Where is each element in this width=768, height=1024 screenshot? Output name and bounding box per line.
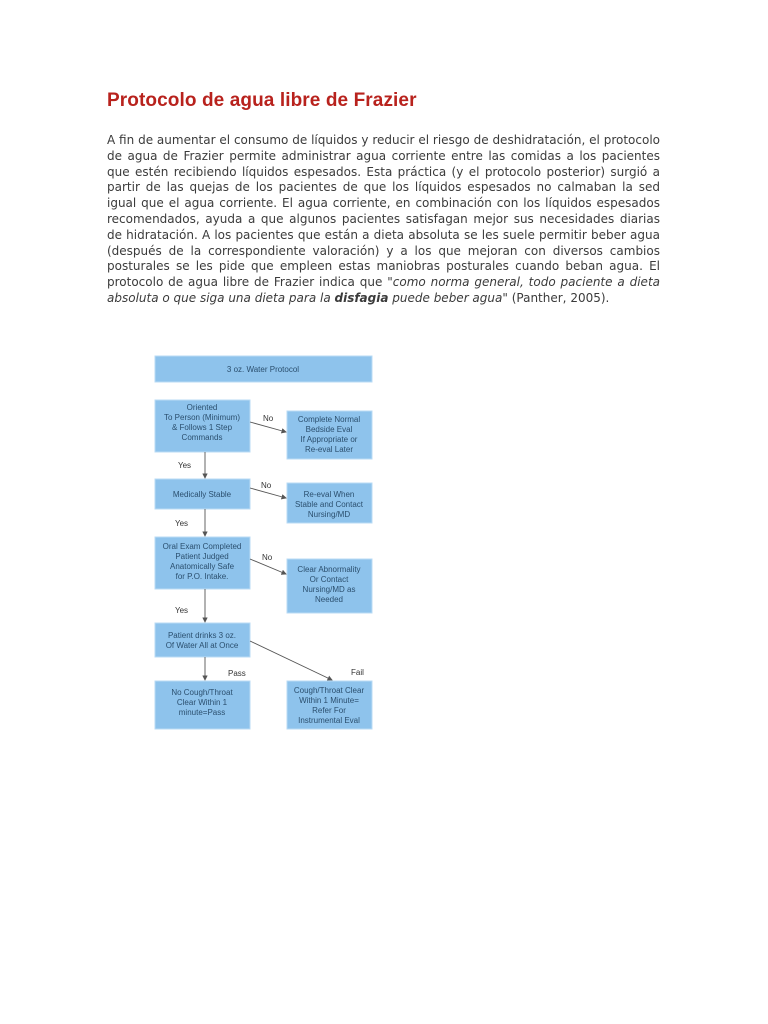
outcome-box-1 (287, 411, 372, 459)
quote-bold-term: disfagia (334, 290, 389, 305)
step-4-line-2: Of Water All at Once (165, 641, 239, 650)
svg-text:Medically Stable (173, 490, 232, 499)
citation: (Panther, 2005). (507, 290, 610, 305)
fail-line-3: Refer For (312, 706, 346, 715)
pass-line-3: minute=Pass (178, 708, 226, 717)
pass-line-1: No Cough/Throat (171, 688, 233, 697)
step-1-line-1: Oriented (186, 403, 218, 412)
flowchart-figure (150, 348, 380, 738)
quote-text-1: como norma general, todo paciente a dieta absoluta o que siga una dieta para la (107, 275, 661, 305)
label-pass: Pass (228, 669, 246, 678)
step-3-line-1: Oral Exam Completed (162, 542, 242, 551)
svg-text:No Cough/ThroatClear Within 1m (171, 688, 233, 717)
step-1-line-3: & Follows 1 Step (171, 423, 233, 432)
quote-open: " (387, 275, 393, 290)
step-4-line-1: Patient drinks 3 oz. (167, 631, 237, 640)
pass-box (155, 681, 250, 729)
outcome-3-line-2: Or Contact (309, 575, 349, 584)
step-2-line-1: Medically Stable (172, 490, 232, 499)
label-no-1: No (263, 414, 274, 423)
outcome-1-line-2: Bedside Eval (305, 425, 353, 434)
label-yes-2: Yes (175, 519, 189, 528)
outcome-1-line-4: Re-eval Later (304, 445, 354, 454)
arrow-step1-outcome1 (250, 422, 286, 432)
step-box-1 (155, 400, 250, 452)
page-title: Protocolo de agua libre de Frazier (107, 90, 417, 111)
step-1-line-2: To Person (Minimum) (163, 413, 241, 422)
outcome-box-2 (287, 483, 372, 523)
outcome-2-line-2: Stable and Contact (294, 500, 364, 509)
outcome-2-line-3: Nursing/MD (307, 510, 351, 519)
body-paragraph (107, 133, 660, 307)
label-no-2: No (261, 481, 272, 490)
arrow-step4-fail (250, 641, 332, 680)
paragraph-intro: A fin de aumentar el consumo de líquidos y reducir el riesgo de deshidratación, el protocolo de agua de Frazier permite administrar agua corriente entre las comidas a los pacientes que estén recibiendo líquidos espesados. Esta práctica (y el protocolo posterior) surgió a partir de las quejas de los pacientes de que los líquidos espesados no calmaban la sed igual que el agua corriente. El agua corriente, en combinación con los líquidos espesados recomendados, ayuda a que algunos pacientes satisfagan mejor sus necesidades diarias de hidratación. A los pacientes que están a dieta absoluta se les suele permitir beber agua (después de la correspondiente valoración) y a los que mejoran con diversos cambios posturales se les pide que empleen estas maniobras posturales cuando beban agua. El protocolo de agua libre de Frazier indica que (107, 133, 660, 290)
pass-line-2: Clear Within 1 (176, 698, 228, 707)
outcome-1-line-3: If Appropriate or (300, 435, 358, 444)
quote-close: " (502, 290, 508, 305)
step-box-4 (155, 623, 250, 657)
step-3-line-4: for P.O. Intake. (175, 572, 229, 581)
step-box-2 (155, 479, 250, 509)
step-3-line-3: Anatomically Safe (169, 562, 235, 571)
outcome-1-line-1: Complete Normal (297, 415, 361, 424)
step-3-line-2: Patient Judged (175, 552, 229, 561)
fail-box (287, 681, 372, 729)
step-1-line-4: Commands (181, 433, 223, 442)
svg-text:Complete NormalBedside EvalIf (298, 415, 360, 454)
outcome-2-line-1: Re-eval When (303, 490, 355, 499)
fail-line-4: Instrumental Eval (298, 716, 360, 725)
svg-text:Patient drinks 3 oz.Of Water A (166, 631, 239, 650)
step-box-3 (155, 537, 250, 589)
outcome-3-line-1: Clear Abnormality (297, 565, 361, 574)
flowchart-svg (150, 348, 380, 738)
label-no-3: No (262, 553, 273, 562)
label-fail: Fail (351, 668, 364, 677)
fail-line-2: Within 1 Minute= (299, 696, 359, 705)
label-yes-1: Yes (178, 461, 192, 470)
flowchart-header-text: 3 oz. Water Protocol (226, 365, 300, 374)
quote-text-2: puede beber agua (388, 290, 503, 305)
fail-line-1: Cough/Throat Clear (293, 686, 365, 695)
outcome-3-line-4: Needed (314, 595, 344, 604)
outcome-box-3 (287, 559, 372, 613)
label-yes-3: Yes (175, 606, 189, 615)
outcome-3-line-3: Nursing/MD as (302, 585, 356, 594)
